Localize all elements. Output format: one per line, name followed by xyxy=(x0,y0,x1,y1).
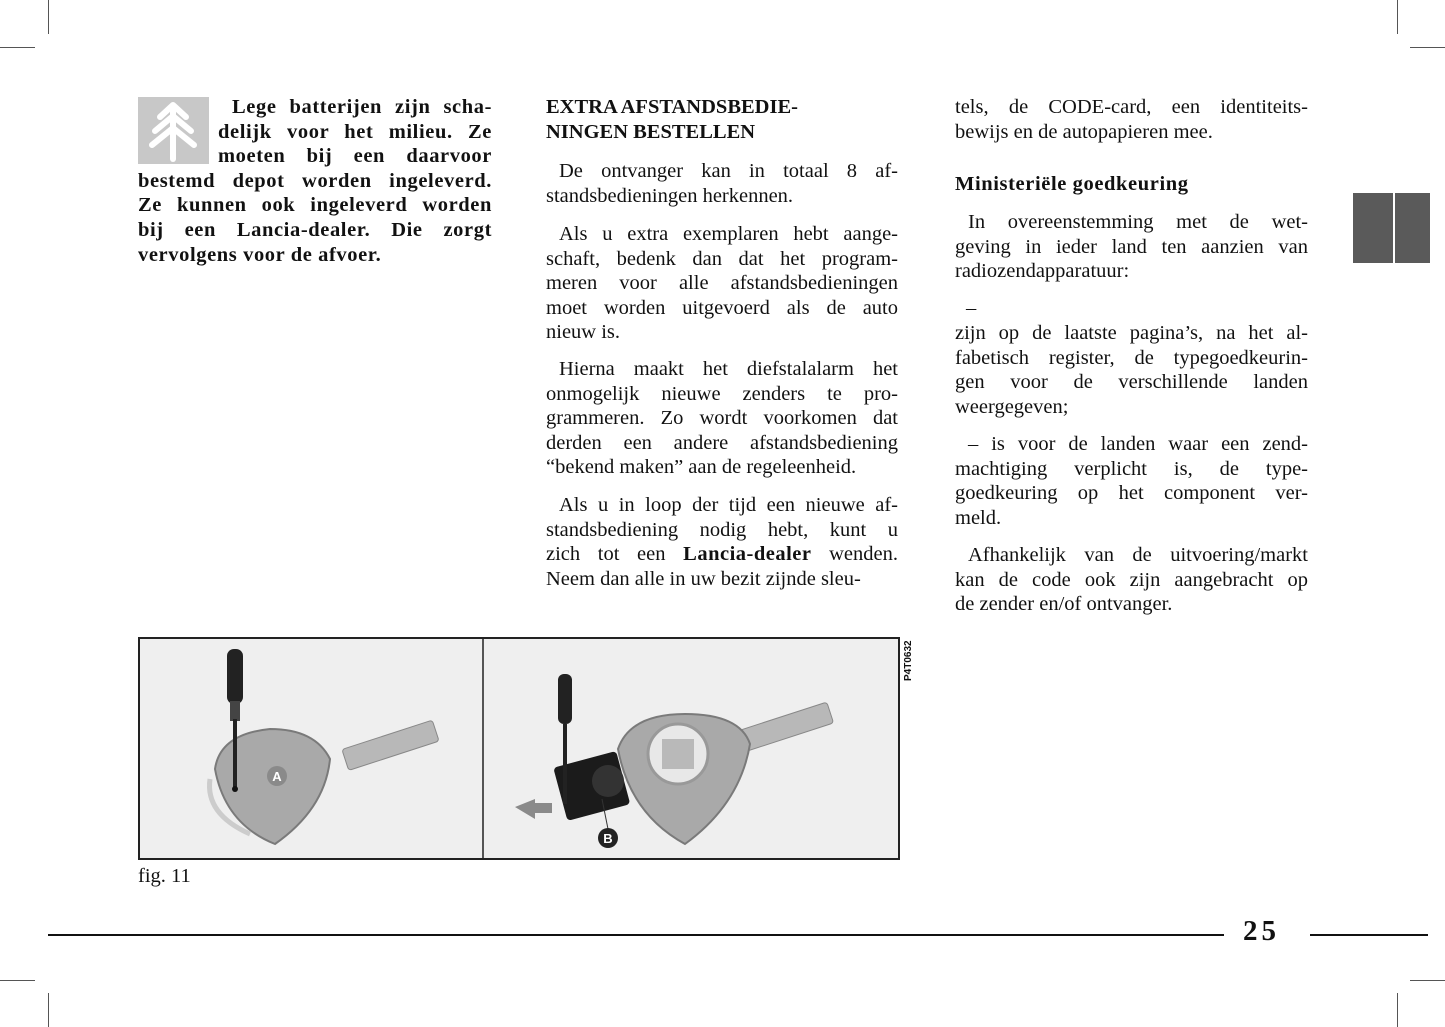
crop-mark xyxy=(1397,993,1398,1027)
crop-mark xyxy=(1410,47,1445,48)
recycle-tree-icon xyxy=(138,97,209,164)
warning-line: vervolgens voor de afvoer. xyxy=(138,243,382,266)
text-line: kan de code ook zijn aangebracht op xyxy=(955,568,1308,591)
text-segment: wenden. xyxy=(829,543,899,566)
section-heading: NINGEN BESTELLEN xyxy=(546,120,756,143)
text-line: onmogelijk nieuwe zenders te pro- xyxy=(546,382,898,405)
section-heading: EXTRA AFSTANDSBEDIE- xyxy=(546,96,798,118)
section-heading: Ministeriële goedkeuring xyxy=(955,173,1189,195)
text-line: standsbediening nodig hebt, kunt u xyxy=(546,518,898,541)
text-line: – is voor de landen waar een zend- xyxy=(968,433,1308,455)
text-line: goedkeuring op het component ver- xyxy=(955,482,1308,505)
section-tab xyxy=(1353,193,1430,263)
label-b: B xyxy=(603,831,613,846)
key-illustration xyxy=(140,639,898,858)
text-line: zijn op de laatste pagina’s, na het al- xyxy=(955,322,1308,344)
text-line: geving in ieder land ten aanzien van xyxy=(955,235,1308,258)
list-dash: – xyxy=(966,297,977,319)
text-line: schaft, bedenk dan dat het program- xyxy=(546,247,898,270)
text-line: nieuw is. xyxy=(546,321,621,344)
warning-line: moeten bij een daarvoor xyxy=(218,145,492,168)
warning-line: Ze kunnen ook ingeleverd worden xyxy=(138,194,492,217)
text-line: grammeren. Zo wordt voorkomen dat xyxy=(546,407,898,430)
warning-line: Lege batterijen zijn scha- xyxy=(232,96,492,118)
text-line: radiozendapparatuur: xyxy=(955,260,1130,283)
text-line: meren voor alle afstandsbedieningen xyxy=(546,272,898,295)
label-a: A xyxy=(272,769,282,784)
text-line: Neem dan alle in uw bezit zijnde sleu- xyxy=(546,567,861,590)
crop-mark xyxy=(48,993,49,1027)
text-line: standsbedieningen herkennen. xyxy=(546,184,794,207)
text-segment: zich tot een xyxy=(546,543,666,566)
text-line: weergegeven; xyxy=(955,395,1069,418)
crop-mark xyxy=(0,980,35,981)
dealer-emphasis: Lancia-dealer xyxy=(683,543,812,566)
text-line: In overeenstemming met de wet- xyxy=(968,211,1308,233)
crop-mark xyxy=(48,0,49,34)
key-left xyxy=(210,649,440,844)
footer-rule-right xyxy=(1310,934,1428,936)
text-line: derden een andere afstandsbediening xyxy=(546,431,898,454)
text-line: De ontvanger kan in totaal 8 af- xyxy=(559,160,898,182)
crop-mark xyxy=(0,47,35,48)
text-line: fabetisch register, de typegoedkeurin- xyxy=(955,346,1308,369)
crop-mark xyxy=(1397,0,1398,34)
text-line: Als u extra exemplaren hebt aange- xyxy=(559,223,898,245)
page-number: 25 xyxy=(1243,915,1280,947)
text-line: moet worden uitgevoerd als de auto xyxy=(546,296,898,319)
figure-code: P4T0632 xyxy=(903,640,914,681)
text-line: machtiging verplicht is, de type- xyxy=(955,457,1308,480)
figure-key-battery xyxy=(138,637,900,860)
text-line: Hierna maakt het diefstalalarm het xyxy=(559,358,898,380)
text-line: meld. xyxy=(955,506,1002,529)
text-line: tels, de CODE-card, een identiteits- xyxy=(955,96,1308,118)
text-line: bewijs en de autopapieren mee. xyxy=(955,120,1213,143)
text-line: Afhankelijk van de uitvoering/markt xyxy=(968,544,1308,566)
key-right xyxy=(515,674,834,848)
warning-line: delijk voor het milieu. Ze xyxy=(218,120,492,143)
crop-mark xyxy=(1410,980,1445,981)
text-line: Als u in loop der tijd een nieuwe af- xyxy=(559,494,898,516)
footer-rule-left xyxy=(48,934,1224,936)
text-line: gen voor de verschillende landen xyxy=(955,371,1308,394)
figure-caption: fig. 11 xyxy=(138,865,191,887)
text-line xyxy=(546,542,898,566)
text-line: de zender en/of ontvanger. xyxy=(955,593,1173,616)
warning-line: bij een Lancia-dealer. Die zorgt xyxy=(138,219,492,241)
text-line: “bekend maken” aan de regeleenheid. xyxy=(546,456,857,479)
warning-line: bestemd depot worden ingeleverd. xyxy=(138,169,492,192)
